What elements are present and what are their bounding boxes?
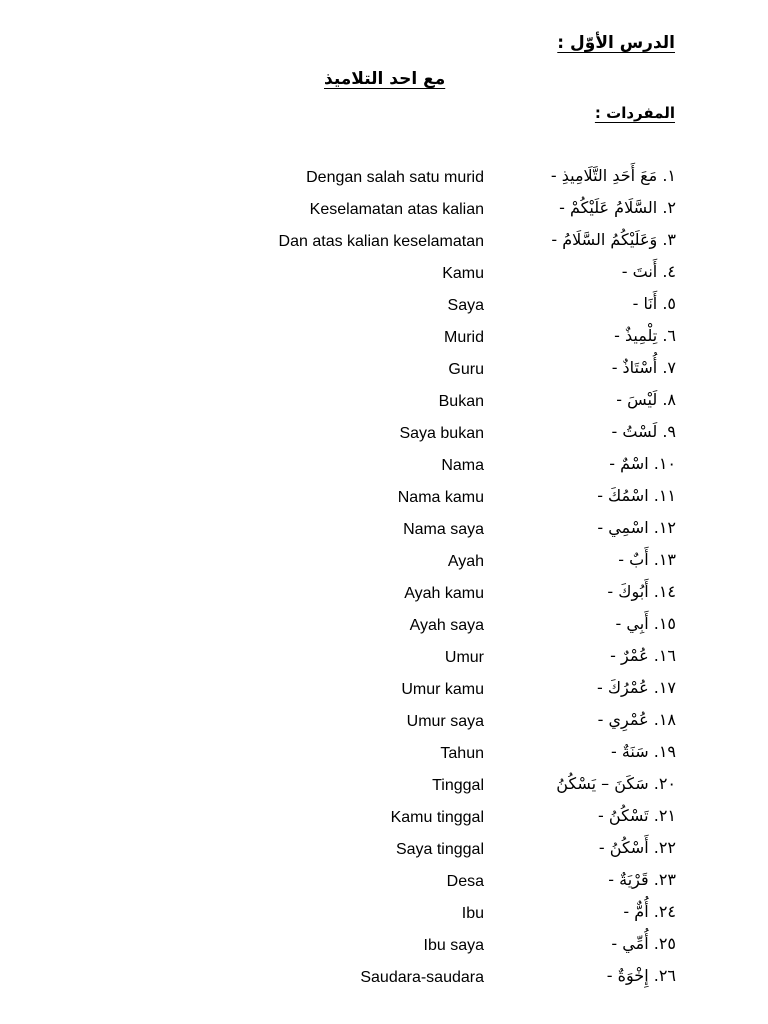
vocabulary-arabic-word: ٤. أَنتَ - [621,262,676,281]
vocabulary-row [0,708,768,740]
vocabulary-arabic-word: ٣. وَعَلَيْكُمُ السَّلَامُ - [551,230,676,249]
vocabulary-meaning: Ayah kamu [404,585,484,602]
vocabulary-arabic-word: ١٢. اسْمِي - [597,518,676,537]
vocabulary-arabic-word: ١. مَعَ أَحَدِ التَّلَامِيذِ - [550,166,676,185]
vocabulary-meaning: Kamu tinggal [390,809,484,826]
vocabulary-arabic-word: ٢١. تَسْكُنُ - [598,806,676,825]
vocabulary-row [0,868,768,900]
vocabulary-meaning: Tinggal [432,777,484,794]
vocabulary-arabic-word: ٢. السَّلَامُ عَلَيْكُمْ - [559,198,676,217]
vocabulary-arabic-word: ٢٥. أُمِّي - [611,934,676,953]
vocabulary-arabic-word: ١١. اسْمُكَ - [597,486,676,505]
vocabulary-meaning: Dan atas kalian keselamatan [278,233,484,250]
vocabulary-meaning: Ibu [461,905,484,922]
vocabulary-meaning: Saya bukan [399,425,484,442]
vocabulary-row [0,164,768,196]
vocabulary-row [0,932,768,964]
vocabulary-arabic-word: ٢٤. أُمٌّ - [623,902,676,921]
vocabulary-heading: المفردات : [594,104,675,122]
vocabulary-row [0,516,768,548]
vocabulary-arabic-word: ٥. أَنَا - [632,294,676,313]
vocabulary-row [0,388,768,420]
vocabulary-row [0,836,768,868]
vocabulary-arabic-word: ١٠. اسْمٌ - [609,454,676,473]
vocabulary-meaning: Nama kamu [397,489,484,506]
vocabulary-meaning: Umur kamu [401,681,484,698]
vocabulary-arabic-word: ٢٦. إِخْوَةٌ - [606,966,676,985]
vocabulary-row [0,964,768,996]
vocabulary-arabic-word: ١٩. سَنَةٌ - [610,742,676,761]
lesson-title: الدرس الأوّل : [557,33,675,53]
vocabulary-meaning: Guru [448,361,484,378]
vocabulary-meaning: Saya tinggal [395,841,484,858]
vocabulary-arabic-word: ٢٢. أَسْكُنُ - [598,838,676,857]
vocabulary-meaning: Ayah [447,553,484,570]
vocabulary-arabic-word: ١٦. عُمْرٌ - [610,646,676,665]
vocabulary-meaning: Saya [447,297,484,314]
vocabulary-row [0,644,768,676]
vocabulary-meaning: Umur saya [406,713,484,730]
vocabulary-row [0,228,768,260]
vocabulary-row [0,740,768,772]
vocabulary-meaning: Nama [441,457,484,474]
vocabulary-row [0,292,768,324]
vocabulary-arabic-word: ٩. لَسْتُ - [611,422,676,441]
vocabulary-row [0,676,768,708]
vocabulary-arabic-word: ٨. لَيْسَ - [616,390,676,409]
vocabulary-meaning: Saudara-saudara [360,969,484,986]
vocabulary-row [0,484,768,516]
vocabulary-meaning: Bukan [438,393,484,410]
vocabulary-meaning: Dengan salah satu murid [306,169,484,186]
lesson-subtitle: مع احد التلاميذ [324,69,446,89]
vocabulary-row [0,580,768,612]
vocabulary-row [0,548,768,580]
vocabulary-row [0,452,768,484]
vocabulary-arabic-word: ١٤. أَبُوكَ - [607,582,676,601]
vocabulary-arabic-word: ٦. تِلْمِيذٌ - [614,326,676,345]
vocabulary-arabic-word: ١٧. عُمْرُكَ - [596,678,676,697]
vocabulary-meaning: Nama saya [403,521,484,538]
vocabulary-arabic-word: ٧. أُسْتَاذٌ - [611,358,676,377]
vocabulary-arabic-word: ٢٠. سَكَنَ – يَسْكُنُ [556,774,676,793]
vocabulary-meaning: Tahun [440,745,484,762]
vocabulary-arabic-word: ١٨. عُمْرِي - [597,710,676,729]
vocabulary-meaning: Umur [444,649,484,666]
vocabulary-meaning: Desa [446,873,484,890]
vocabulary-list [0,164,768,996]
vocabulary-arabic-word: ٢٣. قَرْيَةٌ - [608,870,676,889]
vocabulary-arabic-word: ١٥. أَبِي - [615,614,676,633]
vocabulary-meaning: Keselamatan atas kalian [309,201,484,218]
vocabulary-row [0,420,768,452]
vocabulary-meaning: Murid [443,329,484,346]
vocabulary-row [0,196,768,228]
vocabulary-row [0,356,768,388]
vocabulary-row [0,612,768,644]
vocabulary-meaning: Kamu [442,265,484,282]
vocabulary-row [0,804,768,836]
vocabulary-arabic-word: ١٣. أَبٌ - [618,550,676,569]
vocabulary-row [0,772,768,804]
vocabulary-meaning: Ayah saya [409,617,484,634]
vocabulary-row [0,324,768,356]
vocabulary-row [0,900,768,932]
vocabulary-meaning: Ibu saya [423,937,484,954]
vocabulary-row [0,260,768,292]
